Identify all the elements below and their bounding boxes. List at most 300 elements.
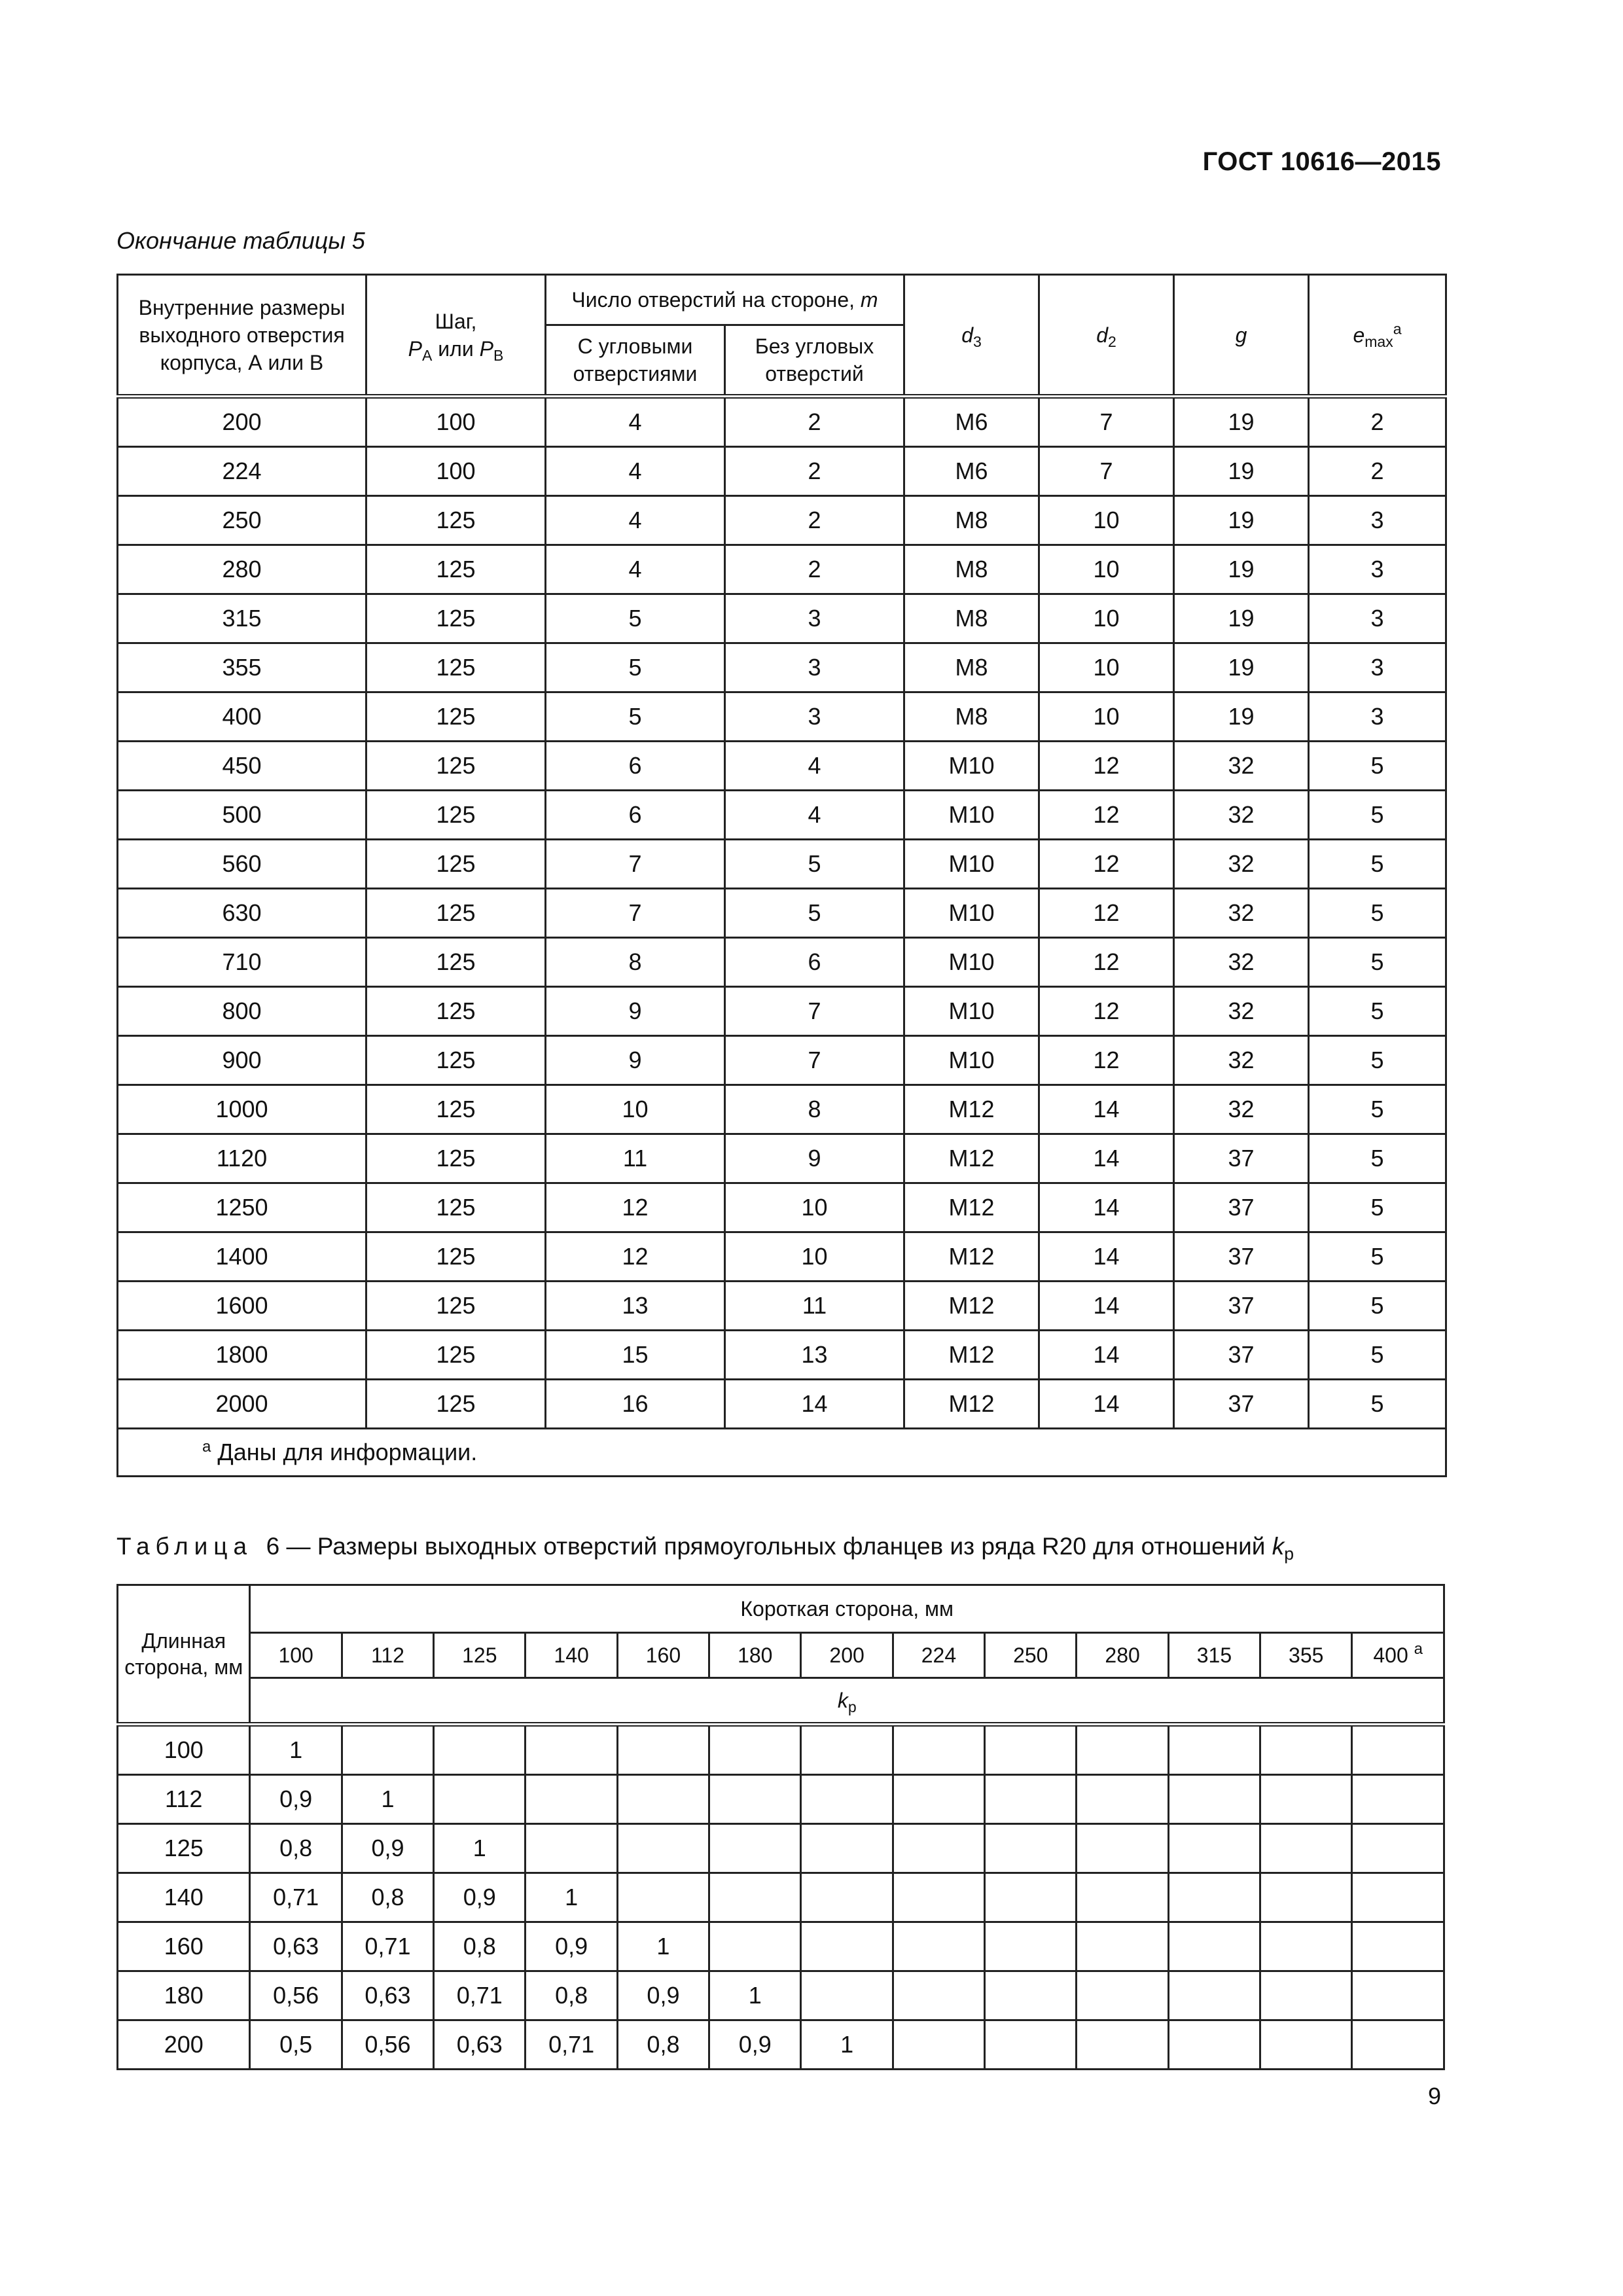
column-header-label: 315 — [1196, 1643, 1232, 1667]
table-cell: 0,9 — [342, 1824, 433, 1873]
page-number: 9 — [1427, 2083, 1441, 2109]
table-cell — [985, 1824, 1077, 1873]
table-row — [118, 1331, 1446, 1380]
table-cell: M12 — [904, 1085, 1039, 1134]
table-cell: 125 — [366, 1380, 546, 1429]
header-d2-var: d — [1096, 323, 1108, 347]
table-cell: 5 — [1309, 1085, 1446, 1134]
table-cell: 1400 — [118, 1232, 366, 1282]
table-cell: 12 — [1039, 987, 1174, 1036]
table-cell — [1168, 1922, 1260, 1971]
table-cell: 4 — [725, 791, 904, 840]
table5 — [116, 274, 1447, 1477]
table-cell — [709, 1725, 801, 1775]
table-cell: 7 — [1039, 447, 1174, 496]
table-cell: 125 — [366, 1134, 546, 1183]
table-cell — [1168, 1725, 1260, 1775]
table-cell: 37 — [1174, 1134, 1309, 1183]
table-cell: 560 — [118, 840, 366, 889]
long-side-cell: 180 — [118, 1971, 250, 2020]
table-cell: 14 — [1039, 1134, 1174, 1183]
table-cell — [801, 1775, 893, 1824]
table-cell: 37 — [1174, 1331, 1309, 1380]
column-header-label: 125 — [462, 1643, 497, 1667]
table-row — [118, 643, 1446, 692]
column-header-label: 400 — [1373, 1643, 1408, 1667]
header-short-side: Короткая сторона, мм — [250, 1585, 1444, 1633]
table-cell: 0,71 — [250, 1873, 342, 1922]
table-cell: M12 — [904, 1232, 1039, 1282]
table-cell: 19 — [1174, 447, 1309, 496]
long-side-cell: 100 — [118, 1725, 250, 1775]
table-cell: 1250 — [118, 1183, 366, 1232]
table-cell — [1077, 2020, 1168, 2070]
table-cell: 32 — [1174, 791, 1309, 840]
table-cell: 3 — [1309, 545, 1446, 594]
column-header — [801, 1633, 893, 1678]
column-header-label: 355 — [1289, 1643, 1324, 1667]
table-cell: 100 — [366, 397, 546, 447]
table-cell: 13 — [725, 1331, 904, 1380]
table-cell: 1000 — [118, 1085, 366, 1134]
table-cell: 3 — [1309, 594, 1446, 643]
header-d3-sub: 3 — [972, 332, 982, 350]
table-cell: 630 — [118, 889, 366, 938]
table-cell: M6 — [904, 447, 1039, 496]
table-row — [118, 397, 1446, 447]
table-cell: 7 — [725, 1036, 904, 1085]
table-cell: 0,8 — [250, 1824, 342, 1873]
table-row — [118, 791, 1446, 840]
table-cell: 5 — [725, 840, 904, 889]
table-cell — [985, 1775, 1077, 1824]
table-cell: 0,8 — [526, 1971, 617, 2020]
table-cell: 4 — [546, 397, 725, 447]
table-cell — [985, 1873, 1077, 1922]
table-cell — [1168, 1873, 1260, 1922]
table-cell — [1168, 1824, 1260, 1873]
table6-caption-var: k — [1272, 1533, 1285, 1560]
table-cell: 0,9 — [617, 1971, 709, 2020]
table-cell: 0,8 — [617, 2020, 709, 2070]
table-cell — [1260, 1922, 1352, 1971]
table-cell — [1077, 1971, 1168, 2020]
table-row — [118, 1134, 1446, 1183]
table-row — [118, 938, 1446, 987]
table6-caption-text: — Размеры выходных отверстий прямоугольных фланцев из ряда R20 для отношений — [279, 1533, 1272, 1560]
header-kp — [250, 1678, 1444, 1725]
column-header-label: 112 — [370, 1643, 404, 1667]
column-header — [617, 1633, 709, 1678]
table-cell: 2 — [1309, 447, 1446, 496]
table-cell: 16 — [546, 1380, 725, 1429]
table-cell: 400 — [118, 692, 366, 742]
long-side-cell: 112 — [118, 1775, 250, 1824]
column-header-label: 250 — [1013, 1643, 1048, 1667]
table-cell: 5 — [1309, 1183, 1446, 1232]
column-header-label: 280 — [1105, 1643, 1140, 1667]
table-cell: 5 — [1309, 1232, 1446, 1282]
table-cell: 0,9 — [709, 2020, 801, 2070]
table-cell: M10 — [904, 889, 1039, 938]
table-cell: 125 — [366, 1036, 546, 1085]
table-cell: M8 — [904, 594, 1039, 643]
table-cell: 32 — [1174, 938, 1309, 987]
table-cell: 0,9 — [434, 1873, 526, 1922]
table-cell: 14 — [1039, 1085, 1174, 1134]
table-cell: 32 — [1174, 987, 1309, 1036]
table-cell — [801, 1725, 893, 1775]
header-d2-sub: 2 — [1107, 332, 1116, 350]
table-row — [118, 889, 1446, 938]
table-cell: M10 — [904, 987, 1039, 1036]
table-cell — [1077, 1725, 1168, 1775]
table-cell: 11 — [725, 1282, 904, 1331]
table-cell — [617, 1775, 709, 1824]
table-cell: 32 — [1174, 1036, 1309, 1085]
table-cell: 4 — [546, 496, 725, 545]
table-cell — [1260, 1873, 1352, 1922]
header-g — [1174, 275, 1309, 397]
table-cell: 10 — [725, 1232, 904, 1282]
column-header-label: 224 — [921, 1643, 957, 1667]
table-cell: 1120 — [118, 1134, 366, 1183]
table-cell — [1352, 1725, 1444, 1775]
table-cell: 800 — [118, 987, 366, 1036]
table-cell — [1352, 1775, 1444, 1824]
table-cell — [893, 1922, 984, 1971]
table-cell — [985, 1922, 1077, 1971]
table-cell: 0,63 — [342, 1971, 433, 2020]
table-cell: 450 — [118, 742, 366, 791]
table-cell: 10 — [1039, 594, 1174, 643]
table-cell: 19 — [1174, 594, 1309, 643]
table-row — [118, 496, 1446, 545]
header-with-corner: С угловыми отверстиями — [546, 325, 725, 397]
table-cell: 14 — [725, 1380, 904, 1429]
table-cell: 14 — [1039, 1331, 1174, 1380]
table-cell: 37 — [1174, 1380, 1309, 1429]
table-cell — [801, 1824, 893, 1873]
table-cell: 7 — [546, 840, 725, 889]
table-row — [118, 1971, 1444, 2020]
table-cell: 0,9 — [250, 1775, 342, 1824]
table-cell: 37 — [1174, 1232, 1309, 1282]
table-cell: 12 — [1039, 1036, 1174, 1085]
column-header — [709, 1633, 801, 1678]
header-step-or: или — [432, 336, 480, 361]
table-cell: 0,71 — [434, 1971, 526, 2020]
table-cell: 9 — [725, 1134, 904, 1183]
column-header — [342, 1633, 433, 1678]
table-cell: 1 — [342, 1775, 433, 1824]
table-cell: 3 — [1309, 643, 1446, 692]
table-cell — [617, 1824, 709, 1873]
column-header-label: 180 — [738, 1643, 773, 1667]
table-cell — [893, 1971, 984, 2020]
column-header-label: 100 — [278, 1643, 313, 1667]
table5-footnote — [118, 1429, 1446, 1477]
table-cell: 125 — [366, 1232, 546, 1282]
table-cell: 125 — [366, 1282, 546, 1331]
table-cell: 12 — [1039, 938, 1174, 987]
table-row — [118, 1922, 1444, 1971]
table-cell: 5 — [1309, 791, 1446, 840]
column-header — [250, 1633, 342, 1678]
table-cell: 125 — [366, 643, 546, 692]
table-cell — [617, 1725, 709, 1775]
header-emax — [1309, 275, 1446, 397]
table-cell: 2000 — [118, 1380, 366, 1429]
table-cell: 0,56 — [342, 2020, 433, 2070]
table-cell: 355 — [118, 643, 366, 692]
table-cell: 125 — [366, 742, 546, 791]
table-cell: 5 — [1309, 1380, 1446, 1429]
header-emax-sup: a — [1393, 319, 1402, 337]
table-cell: 6 — [546, 742, 725, 791]
table-cell: 1 — [709, 1971, 801, 2020]
table-cell: 6 — [725, 938, 904, 987]
table-cell: M10 — [904, 840, 1039, 889]
table-cell — [709, 1824, 801, 1873]
table-cell: 5 — [1309, 889, 1446, 938]
long-side-cell: 140 — [118, 1873, 250, 1922]
table-cell: 5 — [1309, 1036, 1446, 1085]
table-cell: 5 — [546, 692, 725, 742]
table-cell: 2 — [725, 545, 904, 594]
table-cell — [985, 1971, 1077, 2020]
table-cell: 5 — [1309, 938, 1446, 987]
table-cell — [1168, 1775, 1260, 1824]
header-kp-var: k — [837, 1688, 848, 1712]
table-cell: 2 — [725, 496, 904, 545]
table-cell: 1600 — [118, 1282, 366, 1331]
table-cell — [1077, 1775, 1168, 1824]
table-cell: 0,5 — [250, 2020, 342, 2070]
table-cell: 12 — [1039, 840, 1174, 889]
table-cell: 1 — [250, 1725, 342, 1775]
table-cell: 125 — [366, 791, 546, 840]
table-cell — [1168, 1971, 1260, 2020]
table-cell — [617, 1873, 709, 1922]
table-cell — [1260, 1775, 1352, 1824]
table-cell — [526, 1725, 617, 1775]
table-cell: 12 — [1039, 791, 1174, 840]
table-cell: 5 — [1309, 1134, 1446, 1183]
table-cell: 200 — [118, 397, 366, 447]
table-cell: 0,63 — [434, 2020, 526, 2070]
table-row — [118, 545, 1446, 594]
document-code: ГОСТ 10616—2015 — [1202, 147, 1441, 176]
header-d3 — [904, 275, 1039, 397]
table-cell — [434, 1725, 526, 1775]
table-cell — [342, 1725, 433, 1775]
table-row — [118, 447, 1446, 496]
table-cell — [801, 1971, 893, 2020]
table-cell: 280 — [118, 545, 366, 594]
table-cell: 125 — [366, 1331, 546, 1380]
header-d2 — [1039, 275, 1174, 397]
table-cell: 125 — [366, 692, 546, 742]
table-cell — [1260, 1824, 1352, 1873]
table-cell: 9 — [546, 1036, 725, 1085]
table-cell: 14 — [1039, 1282, 1174, 1331]
table-cell — [1260, 1971, 1352, 2020]
table-cell — [526, 1824, 617, 1873]
table-cell: 13 — [546, 1282, 725, 1331]
table-row — [118, 1282, 1446, 1331]
long-side-cell: 125 — [118, 1824, 250, 1873]
column-header — [1168, 1633, 1260, 1678]
table-row — [118, 1725, 1444, 1775]
table-cell: 4 — [725, 742, 904, 791]
table-cell: 3 — [725, 643, 904, 692]
table6-caption-number: 6 — [266, 1533, 280, 1560]
header-step-p1-sub: A — [422, 346, 433, 364]
table-cell: 710 — [118, 938, 366, 987]
header-kp-sub: p — [847, 1698, 857, 1715]
table-cell: M8 — [904, 643, 1039, 692]
table-cell: 6 — [546, 791, 725, 840]
table-cell: 19 — [1174, 397, 1309, 447]
table-cell: 0,8 — [434, 1922, 526, 1971]
table-cell — [1077, 1873, 1168, 1922]
table-cell: 11 — [546, 1134, 725, 1183]
table-cell: 5 — [1309, 840, 1446, 889]
table-cell — [1260, 1725, 1352, 1775]
table-cell — [893, 1873, 984, 1922]
table6-body — [118, 1725, 1444, 2070]
table-cell: M12 — [904, 1282, 1039, 1331]
table-cell: 7 — [1039, 397, 1174, 447]
column-header — [985, 1633, 1077, 1678]
table-cell: 32 — [1174, 840, 1309, 889]
table-cell: 125 — [366, 594, 546, 643]
table-cell — [985, 1725, 1077, 1775]
header-step — [366, 275, 546, 397]
table5-caption: Окончание таблицы 5 — [116, 227, 365, 254]
table-cell: M12 — [904, 1331, 1039, 1380]
table-cell: 0,63 — [250, 1922, 342, 1971]
table-cell: 19 — [1174, 643, 1309, 692]
table-cell: 5 — [1309, 1331, 1446, 1380]
table-cell — [709, 1775, 801, 1824]
table-cell: 7 — [546, 889, 725, 938]
table6 — [116, 1584, 1445, 2070]
table-cell: 125 — [366, 889, 546, 938]
table-cell: 100 — [366, 447, 546, 496]
table-cell: 125 — [366, 1183, 546, 1232]
table-cell: 12 — [546, 1232, 725, 1282]
table-row — [118, 594, 1446, 643]
table-cell: 10 — [1039, 496, 1174, 545]
table-cell — [434, 1775, 526, 1824]
table-cell: 12 — [1039, 742, 1174, 791]
table-cell: 250 — [118, 496, 366, 545]
long-side-cell: 200 — [118, 2020, 250, 2070]
table-cell: 500 — [118, 791, 366, 840]
column-header — [434, 1633, 526, 1678]
table-cell: M10 — [904, 1036, 1039, 1085]
table-cell: 315 — [118, 594, 366, 643]
table-cell: 125 — [366, 938, 546, 987]
table-cell: 1 — [617, 1922, 709, 1971]
table-row — [118, 2020, 1444, 2070]
table-cell: 5 — [546, 594, 725, 643]
table-cell: 2 — [725, 447, 904, 496]
table-cell: 9 — [546, 987, 725, 1036]
table-cell — [1352, 1824, 1444, 1873]
column-header-label: 200 — [829, 1643, 865, 1667]
table-cell: 37 — [1174, 1282, 1309, 1331]
table-row — [118, 742, 1446, 791]
table-cell: 0,9 — [526, 1922, 617, 1971]
table-cell: 5 — [546, 643, 725, 692]
header-step-p2: P — [479, 336, 493, 361]
table-cell: M12 — [904, 1134, 1039, 1183]
table-cell: 10 — [1039, 545, 1174, 594]
table-cell: M10 — [904, 938, 1039, 987]
header-emax-sub: max — [1364, 332, 1393, 350]
table-cell: 224 — [118, 447, 366, 496]
table6-caption — [116, 1533, 1294, 1564]
header-holes-group — [546, 275, 904, 325]
table-cell — [1352, 1971, 1444, 2020]
column-note-mark: a — [1414, 1640, 1423, 1658]
table-cell: 32 — [1174, 1085, 1309, 1134]
table-cell: 5 — [1309, 1282, 1446, 1331]
table-cell: 5 — [1309, 742, 1446, 791]
header-step-word: Шаг, — [435, 309, 477, 333]
table-row — [118, 1232, 1446, 1282]
table-cell: 3 — [725, 594, 904, 643]
table-row — [118, 692, 1446, 742]
table6-caption-label: Таблица — [116, 1533, 253, 1560]
table-cell — [1352, 2020, 1444, 2070]
table-cell: 8 — [725, 1085, 904, 1134]
table-row — [118, 1036, 1446, 1085]
table-cell: 2 — [1309, 397, 1446, 447]
table-cell: 10 — [725, 1183, 904, 1232]
table-cell — [709, 1873, 801, 1922]
header-holes-group-label: Число отверстий на стороне, — [571, 288, 861, 312]
table-cell — [526, 1775, 617, 1824]
column-header-label: 160 — [645, 1643, 681, 1667]
table-cell: M8 — [904, 496, 1039, 545]
table-cell: 19 — [1174, 545, 1309, 594]
table-cell: 10 — [546, 1085, 725, 1134]
table-cell: M12 — [904, 1380, 1039, 1429]
table-cell: M6 — [904, 397, 1039, 447]
table-cell: 5 — [1309, 987, 1446, 1036]
table-row — [118, 1380, 1446, 1429]
table-cell: 14 — [1039, 1183, 1174, 1232]
table-cell — [1260, 2020, 1352, 2070]
table-cell: 19 — [1174, 692, 1309, 742]
table-cell: 1 — [526, 1873, 617, 1922]
short-side-values-row — [118, 1633, 1444, 1678]
column-header — [1260, 1633, 1352, 1678]
header-without-corner: Без угловых отверстий — [725, 325, 904, 397]
table-cell: 32 — [1174, 742, 1309, 791]
table-cell — [893, 1775, 984, 1824]
column-header — [1352, 1633, 1444, 1678]
header-inner-size: Внутренние размеры выходного отверстия корпуса, А или В — [118, 275, 366, 397]
table-cell: 12 — [1039, 889, 1174, 938]
table-cell: 1 — [801, 2020, 893, 2070]
table-cell — [709, 1922, 801, 1971]
table-cell: M10 — [904, 742, 1039, 791]
